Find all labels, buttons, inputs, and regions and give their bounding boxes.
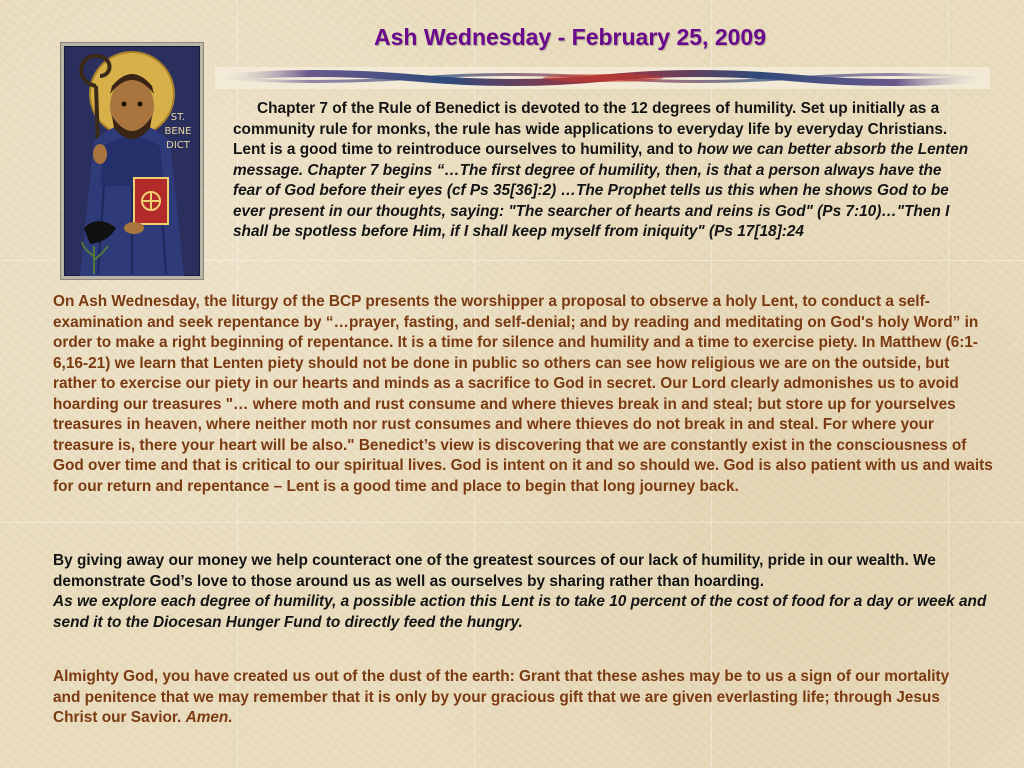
ash-wednesday-paragraph: On Ash Wednesday, the liturgy of the BCP presents the worshipper a proposal to observe a holy Lent, to conduct a self-examination and seek repentance by “…prayer, fasting, and self-denial; and by reading and meditating on God's holy Word” in order to make a right beginning of repentance. It is a time for silence and humility and a time to exercise piety. In Matthew (6:1-6,16-21) we learn that Lenten piety should not be done in public so others can see how religious we are on the outside, but rather to exercise our piety in our hearts and minds as a sacrifice to God in secret. Our Lord clearly admonishes us to avoid hoarding our treasures "… where moth and rust consume and where thieves break in and steal; but store up for yourselves treasures in heaven, where neither moth nor rust consumes and where thieves do not break in and steal. For where your treasure is, there your heart will be also." Benedict’s view is discovering that we are constantly exist in the consciousness of God over time and that is critical to our spiritual lives. God is intent on it and so should we. God is also patient with us and waits for our return and repentance – Lent is a good time and place to begin that long journey back. bbox=[53, 293, 993, 495]
icon-inscription-line: BENE bbox=[164, 126, 192, 137]
giving-paragraph bbox=[53, 551, 993, 633]
quote-plain-text: Chapter 7 of the Rule of Benedict is devoted to the 12 degrees of humility. Set up initially as a community rule for monks, the rule has wide applications to everyday life by everyday Christians. Lent is a good time to reintroduce ourselves to humility, and to bbox=[233, 100, 948, 158]
ornamental-divider bbox=[215, 67, 990, 89]
st-benedict-icon bbox=[64, 46, 200, 276]
texture-seam bbox=[0, 522, 1024, 523]
st-benedict-icon-frame bbox=[60, 42, 204, 280]
icon-inscription-line: DICT bbox=[166, 140, 190, 151]
giving-italic-text: As we explore each degree of humility, a possible action this Lent is to take 10 percent of the cost of food for a day or week and send it to the Diocesan Hunger Fund to directly feed the hungry. bbox=[53, 593, 987, 631]
prayer-amen: Amen. bbox=[185, 709, 233, 726]
prayer-text: Almighty God, you have created us out of the dust of the earth: Grant that these ashes may be to us a sign of our mortality and penitence that we may remember that it is only by your gracious gift that we are given everlasting life; through Jesus Christ our Savior. bbox=[53, 668, 950, 726]
collect-prayer bbox=[53, 667, 953, 729]
icon-inscription-line: ST. bbox=[170, 112, 186, 123]
rule-of-benedict-quote bbox=[233, 99, 973, 243]
page-title: Ash Wednesday - February 25, 2009 bbox=[373, 24, 767, 50]
quote-italic-text: how we can better absorb the Lenten message. Chapter 7 begins “…The first degree of humility, then, is that a person always have the fear of God before their eyes (cf Ps 35[36]:2) …The Prophet tells us this when he shows God to be ever present in our thoughts, saying: "The searcher of hearts and reins is God" (Ps 7:10)…"Then I shall be spotless before Him, if I shall keep myself from iniquity" (Ps 17[18]:24 bbox=[233, 141, 969, 240]
giving-plain-text: By giving away our money we help counteract one of the greatest sources of our lack of humility, pride in our wealth. We demonstrate God’s love to those around us as well as ourselves by sharing rather than hoarding. bbox=[53, 552, 936, 590]
